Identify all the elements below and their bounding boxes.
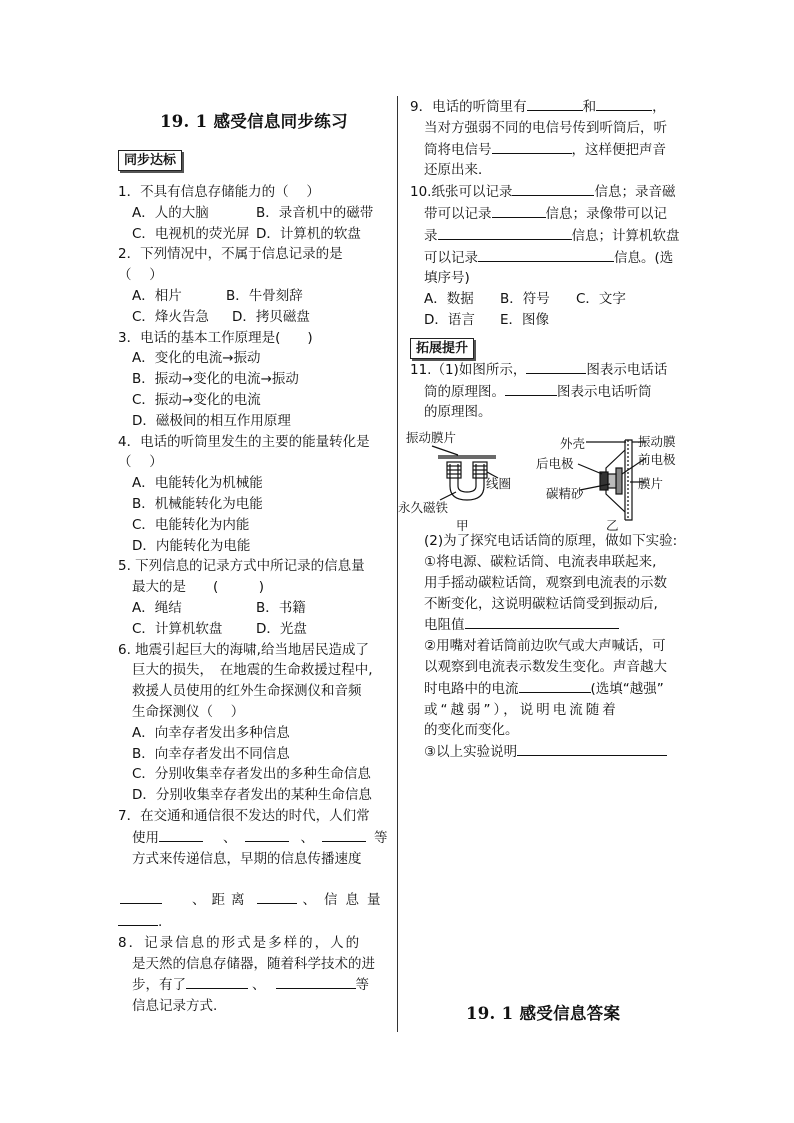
q9-stem-line4: 还原出来． [424, 162, 492, 179]
q2-option-b: B．牛骨刻辞 [226, 287, 303, 304]
q10-text: 10.纸张可以记录 [410, 184, 513, 201]
q7-text: . [158, 914, 163, 931]
q10-stem-line3 [410, 225, 680, 247]
q9-stem-line1 [410, 96, 680, 118]
q10-text: 信息；录音磁 [594, 184, 676, 201]
q7-blank-1[interactable] [159, 827, 203, 842]
question-8 [118, 933, 386, 1017]
q8-stem-line1: 8．记录信息的形式是多样的，人的 [118, 934, 362, 951]
q6-option-b: B．向幸存者发出不同信息 [132, 745, 290, 762]
q11-stem-line2 [410, 381, 680, 403]
q10-text: 信息；计算机软盘 [571, 227, 680, 244]
q9-text: 9．电话的听筒里有 [410, 99, 527, 115]
q10-option-b: B．符号 [500, 291, 550, 308]
q7-stem-line5 [118, 911, 386, 933]
q11-step1-line3: 不断变化，这说明碳粒话筒受到振动后, [424, 595, 658, 612]
q10-options-de [410, 310, 680, 331]
q4-option-c: C．电能转化为内能 [132, 516, 250, 533]
q7-text: 、 [300, 829, 314, 846]
q8-blank-2[interactable] [276, 974, 356, 989]
q2-options-ab [118, 286, 386, 307]
q11-step2-line2: 以观察到电流表示数发生变化。声音越大 [424, 658, 667, 675]
question-6 [118, 640, 386, 806]
q8-stem-line3 [118, 974, 386, 996]
label-film: 膜片 [638, 476, 664, 491]
q4-stem: 4．电话的听筒里发生的主要的能量转化是 [118, 433, 370, 450]
leader-line [432, 446, 458, 455]
page-title: 19. 1 感受信息同步练习 [160, 112, 348, 131]
q9-stem-line3 [410, 139, 680, 161]
label-vibration-membrane: 振动膜 [638, 434, 676, 449]
question-4 [118, 432, 386, 557]
q4-option-d: D．内能转化为电能 [132, 537, 251, 554]
q11-part2-intro: (2)为了探究电话话筒的原理，做如下实验: [424, 533, 678, 550]
q5-option-c: C．计算机软盘 [132, 620, 223, 637]
label-front-electrode: 前电极 [638, 452, 676, 467]
q11-blank-resistance[interactable] [465, 614, 619, 629]
label-vibration-plate: 振动膜片 [406, 430, 457, 445]
q9-text: ，这样便把声音 [571, 141, 666, 158]
q10-stem-line2 [410, 203, 680, 225]
section-tag-sync: 同步达标 [118, 150, 182, 171]
q11-step2-line3 [410, 678, 680, 700]
q11-step2-line4: 或“越弱”），说明电流随着 [424, 701, 619, 718]
q7-stem-line1: 7．在交通和通信很不发达的时代，人们常 [118, 807, 370, 824]
q1-stem: 1．不具有信息存储能力的（ ） [118, 184, 320, 200]
question-5 [118, 556, 386, 639]
q3-option-c: C．振动→变化的电流 [132, 391, 261, 408]
q4-answer-paren: （ ） [118, 454, 163, 471]
q1-options-cd [118, 224, 386, 245]
column-divider [397, 96, 398, 1032]
q8-text: 、 [252, 977, 266, 994]
q7-stem-line2 [118, 827, 386, 849]
q11-text: 11.（1)如图所示， [410, 361, 527, 378]
q10-text: 信息。(选 [614, 249, 674, 266]
question-1 [118, 182, 386, 244]
q9-text: 筒将电信号 [424, 141, 492, 158]
q5-option-d: D．光盘 [256, 620, 307, 637]
q3-stem: 3．电话的基本工作原理是( ) [118, 329, 313, 346]
q5-options-cd [118, 619, 386, 640]
q7-stem-line3: 方式来传递信息，早期的信息传播速度 [132, 850, 362, 867]
q1-option-b: B．录音机中的磁带 [256, 204, 374, 221]
q11-text: 图表示电话听筒 [557, 383, 652, 400]
left-column [118, 182, 389, 1017]
q7-blank-2[interactable] [245, 827, 289, 842]
q10-text: 信息；录像带可以记 [545, 205, 667, 222]
q10-option-d: D．语言 [424, 311, 475, 328]
q10-option-a: A．数据 [424, 291, 474, 308]
q2-options-cd [118, 307, 386, 328]
back-electrode [600, 472, 608, 490]
q10-stem-line4 [410, 247, 680, 269]
q10-options-abc [410, 289, 680, 310]
q6-option-c: C．分别收集幸存者发出的多种生命信息 [132, 766, 371, 783]
q11-text: 电阻值 [424, 617, 465, 634]
q9-blank-3[interactable] [492, 139, 572, 154]
q9-text: ， [652, 99, 666, 115]
q1-option-d: D．计算机的软盘 [256, 225, 361, 242]
label-jia: 甲 [456, 518, 469, 533]
q5-option-b: B．书籍 [256, 599, 306, 616]
q7-blank-distance[interactable] [257, 889, 297, 904]
q10-stem-line1 [410, 181, 680, 203]
q8-stem-line4: 信息记录方式. [132, 998, 218, 1015]
q3-option-b: B．振动→变化的电流→振动 [132, 371, 299, 388]
q11-step1-line2: 用手摇动碳粒话筒，观察到电流表的示数 [424, 574, 667, 591]
q2-answer-paren: （ ） [118, 267, 163, 284]
q11-step1-line1: ①将电源、碳粒话筒、电流表串联起来, [424, 553, 657, 570]
q5-stem-line2: 最大的是 ( ) [132, 579, 265, 596]
label-coil: 线圈 [486, 476, 512, 491]
label-shell: 外壳 [560, 436, 586, 451]
question-9 [410, 96, 680, 181]
q5-option-a: A．绳结 [132, 599, 182, 616]
question-2 [118, 244, 386, 327]
q10-text: 录 [424, 227, 438, 244]
q7-text: 等 [374, 829, 388, 846]
question-7 [118, 806, 389, 933]
q11-step2-line1: ②用嘴对着话筒前边吹气或大声喊话，可 [424, 638, 666, 655]
q11-blank-conclusion[interactable] [517, 741, 667, 756]
q11-text: 图表示电话话 [586, 361, 668, 378]
q11-step1-line4 [410, 614, 680, 636]
q6-stem-line4: 生命探测仪（ ） [132, 703, 245, 720]
q7-text: 使用 [132, 829, 159, 846]
q10-blank-3[interactable] [438, 225, 572, 240]
q11-stem-line1 [410, 359, 680, 381]
q3-option-d: D．磁极间的相互作用原理 [132, 412, 291, 429]
q7-blank-speed[interactable] [120, 889, 162, 904]
q5-options-ab [118, 598, 386, 619]
label-permanent-magnet: 永久磁铁 [398, 500, 449, 515]
telephone-diagram [398, 428, 680, 536]
q4-option-b: B．机械能转化为电能 [132, 495, 263, 512]
q7-text: 、 [223, 829, 237, 846]
microphone-figure [578, 440, 646, 520]
q11-step3 [410, 741, 680, 763]
q7-blank-3[interactable] [322, 827, 366, 842]
q10-text: 带可以记录 [424, 205, 492, 222]
q2-option-c: C．烽火告急 [132, 308, 209, 325]
q11-text: 时电路中的电流 [424, 680, 519, 697]
q9-blank-2[interactable] [596, 96, 652, 111]
q11-blank-1[interactable] [526, 359, 586, 374]
q11-step2-line5: 的变化而变化。 [424, 722, 519, 739]
q11-text: (选填“越强” [590, 680, 664, 697]
q11-text: ③以上实验说明 [424, 744, 518, 761]
q10-blank-1[interactable] [512, 181, 594, 196]
q10-blank-4[interactable] [478, 247, 614, 262]
q10-option-e: E．图像 [500, 311, 550, 328]
question-11 [410, 359, 680, 763]
q10-stem-line5: 填序号) [424, 270, 470, 287]
magnet-outer [450, 464, 484, 500]
q10-blank-2[interactable] [492, 203, 546, 218]
q2-option-d: D．拷贝磁盘 [232, 308, 310, 325]
answer-title: 19. 1 感受信息答案 [466, 1004, 621, 1023]
label-back-electrode: 后电极 [536, 456, 574, 471]
section-tag-extend: 拓展提升 [410, 338, 474, 359]
q6-stem-line3: 救援人员使用的红外生命探测仪和音频 [132, 683, 362, 700]
question-10 [410, 181, 680, 331]
label-carbon-granules: 碳精砂 [546, 486, 584, 501]
q2-option-a: A．相片 [132, 287, 182, 304]
front-electrode [616, 468, 622, 494]
q11-blank-2[interactable] [505, 381, 557, 396]
q5-stem-line1: 5. 下列信息的记录方式中所记录的信息量 [118, 558, 365, 575]
q6-option-d: D．分别收集幸存者发出的某种生命信息 [132, 787, 372, 804]
q7-blank-amount[interactable] [118, 911, 158, 926]
q8-blank-1[interactable] [186, 974, 248, 989]
question-3 [118, 328, 386, 432]
q6-stem-line2: 巨大的损失， 在地震的生命救援过程中, [132, 662, 373, 679]
leader-line [578, 464, 602, 474]
q9-text: 和 [582, 99, 597, 115]
q11-text: 筒的原理图。 [424, 383, 505, 400]
q7-text: 、信息量 [302, 892, 389, 909]
q11-stem-line3: 的原理图。 [424, 404, 492, 421]
q4-option-a: A．电能转化为机械能 [132, 475, 263, 492]
q9-blank-1[interactable] [527, 96, 583, 111]
q6-stem-line1: 6. 地震引起巨大的海啸,给当地居民造成了 [118, 641, 369, 658]
q7-spacer [118, 869, 386, 889]
q9-stem-line2: 当对方强弱不同的电信号传到听筒后，听 [424, 119, 667, 136]
q8-text: 等 [355, 977, 369, 994]
q10-option-c: C．文字 [576, 291, 626, 308]
q2-stem: 2．下列情况中，不属于信息记录的是 [118, 246, 343, 263]
q1-option-a: A．人的大脑 [132, 204, 209, 221]
q11-blank-current[interactable] [519, 678, 591, 693]
q10-text: 可以记录 [424, 249, 478, 266]
q8-stem-line2: 是天然的信息存储器，随着科学技术的进 [132, 955, 375, 972]
q7-text: 、距离 [192, 892, 251, 909]
label-yi: 乙 [606, 518, 619, 533]
q1-options-ab [118, 203, 386, 224]
q7-stem-line4 [118, 889, 389, 911]
q6-option-a: A．向幸存者发出多种信息 [132, 724, 290, 741]
q3-option-a: A．变化的电流→振动 [132, 350, 261, 367]
q8-text: 步，有了 [132, 977, 186, 994]
q1-option-c: C．电视机的荧光屏 [132, 225, 250, 242]
carbon-granules [608, 474, 616, 488]
